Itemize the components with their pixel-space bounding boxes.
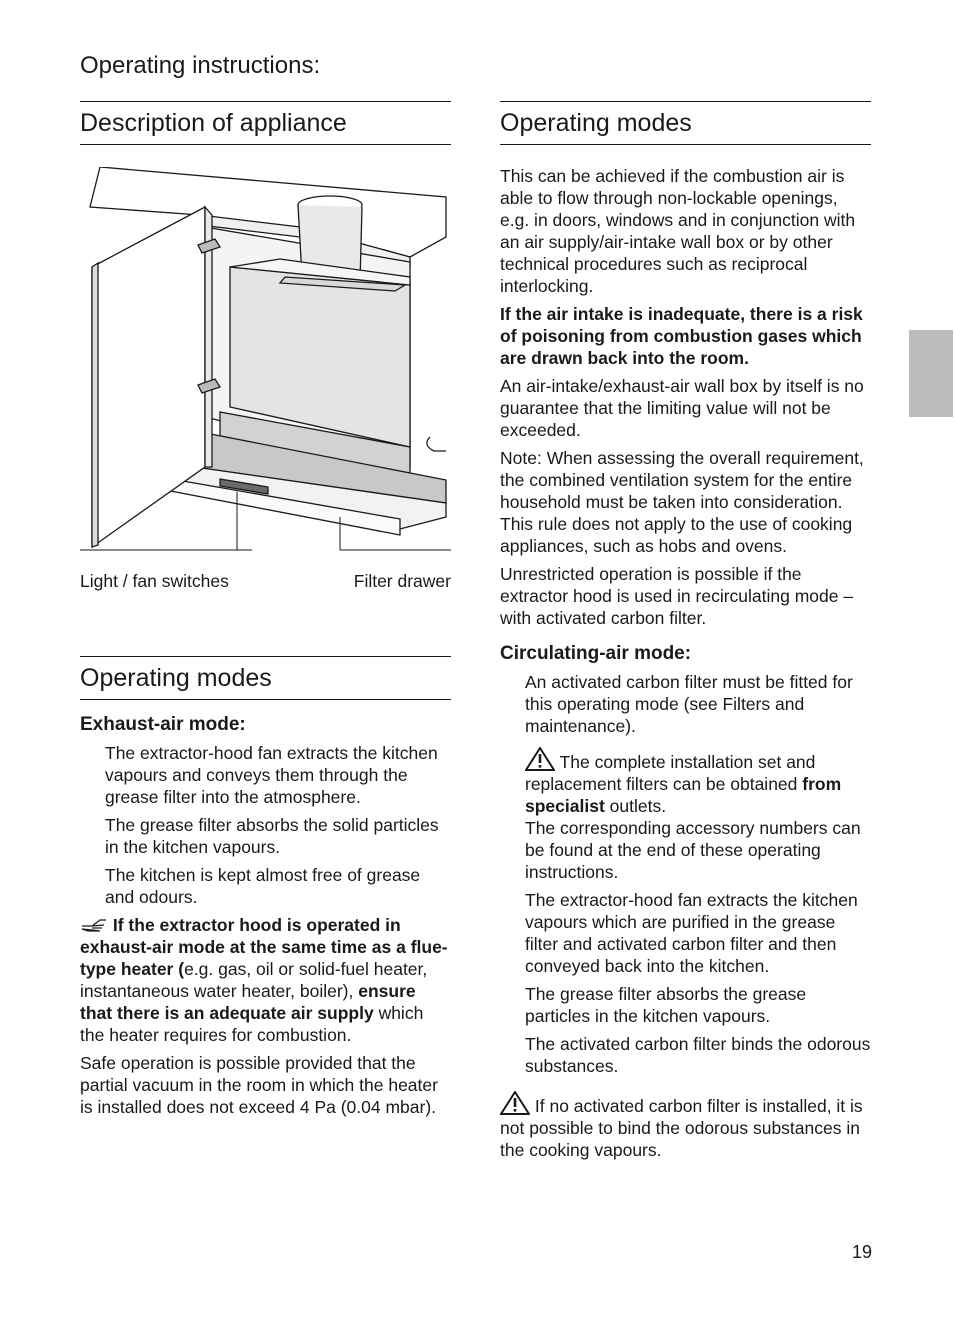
ventilation-note-para: Note: When assessing the overall requirement, the combined ventilation system for the entire household must be taken into consideration. This rule does not apply to the use of cooking appliances, such as hobs and ovens. — [500, 448, 864, 556]
unrestricted-operation-para: Unrestricted operation is possible if the extractor hood is used in recirculating mode – with activated carbon filter. — [500, 564, 854, 628]
safe-operation-para: Safe operation is possible provided that the partial vacuum in the room in which the heater is installed does not exceed 4 Pa (0.04 mbar). — [80, 1053, 438, 1117]
chapter-tab — [909, 330, 953, 417]
warning-triangle-icon — [500, 1091, 530, 1115]
description-title: Description of appliance — [80, 101, 451, 145]
note-bold-2: ensure that there is an adequate air supply — [80, 981, 416, 1023]
circulating-air-mode-heading: Circulating-air mode: — [500, 643, 692, 664]
caption-light-fan-switches: Light / fan switches — [80, 571, 229, 591]
circ-para-2: The corresponding accessory numbers can be found at the end of these operating instructions. — [525, 818, 861, 882]
circ-warning-normal-1: The complete installation set and replacement filters can be obtained — [525, 752, 816, 794]
wall-box-para: An air-intake/exhaust-air wall box by itself is no guarantee that the limiting value will not be exceeded. — [500, 376, 864, 440]
appliance-illustration — [80, 167, 451, 567]
note-bold-1: If the extractor hood is operated in exhaust-air mode at the same time as a flue-type heater ( — [80, 915, 448, 979]
final-warning — [500, 1091, 871, 1161]
note-normal-2: which the heater requires for combustion. — [80, 1003, 424, 1045]
left-column — [80, 101, 451, 1118]
right-column — [500, 101, 871, 1161]
warning-triangle-icon — [525, 747, 555, 771]
combustion-air-para: This can be achieved if the combustion air is able to flow through non-lockable openings, e.g. in doors, windows and in conjunction with an air supply/air-intake wall box or by other technical procedures such as reciprocal interlocking. — [500, 166, 856, 296]
circ-para-5: The activated carbon filter binds the odorous substances. — [525, 1034, 871, 1076]
poisoning-warning: If the air intake is inadequate, there is a risk of poisoning from combustion gases which are drawn back into the room. — [500, 304, 863, 368]
circ-warning — [500, 747, 871, 817]
page-number: 19 — [851, 1242, 872, 1262]
heater-note — [80, 914, 451, 1046]
circ-para-4: The grease filter absorbs the grease particles in the kitchen vapours. — [525, 984, 807, 1026]
circ-para-3: The extractor-hood fan extracts the kitchen vapours which are purified in the grease filter and activated carbon filter and then conveyed back into the kitchen. — [525, 890, 858, 976]
exhaust-air-mode-heading: Exhaust-air mode: — [80, 714, 246, 735]
final-warning-text: If no activated carbon filter is installed, it is not possible to bind the odorous substances in the cooking vapours. — [500, 1096, 863, 1160]
caption-filter-drawer: Filter drawer — [353, 571, 451, 591]
page-header: Operating instructions: — [80, 52, 321, 79]
exhaust-para-2: The grease filter absorbs the solid particles in the kitchen vapours. — [105, 815, 439, 857]
appliance-figure — [80, 167, 451, 597]
right-operating-modes-title: Operating modes — [500, 101, 871, 145]
pointing-hand-icon — [80, 917, 108, 933]
circ-warning-normal-2: outlets. — [604, 796, 667, 816]
exhaust-para-3: The kitchen is kept almost free of grease and odours. — [105, 865, 421, 907]
circ-warning-bold: from specialist — [525, 774, 842, 816]
note-normal-1: e.g. gas, oil or solid-fuel heater, instantaneous water heater, boiler), — [80, 959, 428, 1001]
left-operating-modes-title: Operating modes — [80, 656, 451, 700]
circ-para-1: An activated carbon filter must be fitted for this operating mode (see Filters and maintenance). — [525, 672, 853, 736]
exhaust-para-1: The extractor-hood fan extracts the kitchen vapours and conveys them through the grease filter into the atmosphere. — [105, 743, 438, 807]
